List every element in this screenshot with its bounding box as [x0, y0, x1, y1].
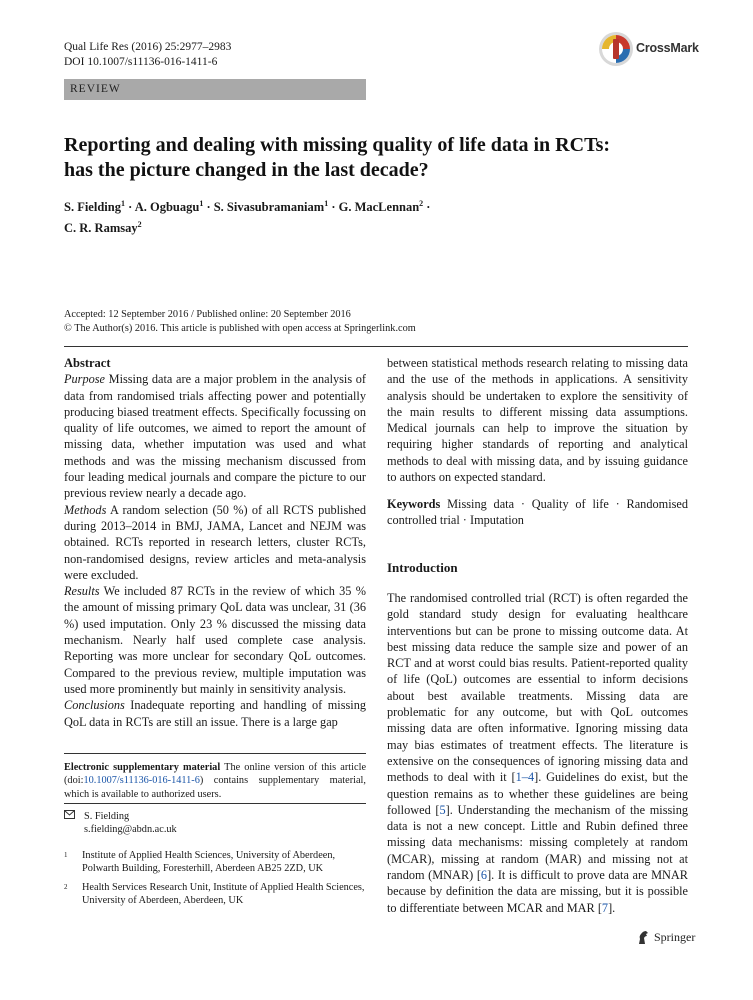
divider [64, 346, 688, 347]
keywords: Keywords Missing data · Quality of life · Randomised controlled trial · Imputation [387, 497, 688, 528]
affiliation-1: 1 Institute of Applied Health Sciences, University of Aberdeen, Polwarth Building, Foresterhill, Aberdeen AB25 2ZD, UK [64, 850, 336, 875]
abstract-conclusions: Conclusions Inadequate reporting and handling of missing QoL data in RCTs are still an issue. There is a large gap [64, 698, 366, 729]
section-label: REVIEW [64, 79, 366, 100]
author-link[interactable]: S. Fielding$^1$ [64, 199, 125, 215]
doi-line: DOI 10.1007/s11136-016-1411-6 [64, 56, 218, 68]
author-link[interactable]: S. Sivasubramaniam$^1$ [213, 199, 329, 215]
introduction-body: The randomised controlled trial (RCT) is often regarded the gold standard study design for evaluating healthcare interventions but can be prone to missing outcome data. At best missing data reduce the sample size and power of an RCT and at worst could bias results. Patient-reported quality of life (QoL) outcomes are essential to inform decisions about best available treatments. Missing data are problematic for any outcome, but with QoL outcomes missing data are often informative. Ignoring missing data may bias estimates of treatment effects. The literature is extensive on the consequences of ignoring missing data and methods to deal with it [1–4]. Guidelines do exist, but the question remains as to whether these guidelines are being followed [5]. Understanding the mechanism of the missing data is not a new concept. Little and Rubin defined three missing data mechanisms: missing completely at random (MCAR), missing at random (MAR) and missing not at random (MNAR) [6]. It is difficult to prove data are MNAR because by definition the data are missing, but it is possible to differentiate between MCAR and MAR [7]. [387, 591, 688, 915]
article-title: Reporting and dealing with missing quality of life data in RCTs: has the picture changed in the last decade? [64, 134, 611, 181]
citation-link[interactable]: 7 [601, 900, 609, 915]
abstract-continuation: between statistical methods research relating to missing data and the use of the methods in applications. A sensitivity analysis should be undertaken to explore the sensitivity of the main results to different missing data assumptions. Medical journals can help to improve the situation by requiring higher standards of reporting and analytical methods to deal with missing data, and by issuing guidance to authors on expected standard. [387, 356, 688, 485]
esm-note: Electronic supplementary material The online version of this article (doi:10.1007/s11136-016-1411-6) contains supplementary material, which is available to authorized users. [64, 762, 367, 800]
author-link[interactable]: G. MacLennan$^2$ [338, 199, 424, 215]
contact-email[interactable]: s.fielding@abdn.ac.uk [84, 824, 177, 836]
journal-citation: Qual Life Res (2016) 25:2977–2983 [64, 41, 232, 53]
citation-link[interactable]: 1–4 [515, 770, 535, 785]
footnote-divider [64, 753, 366, 754]
crossmark-badge[interactable] [598, 31, 698, 67]
citation-link[interactable]: 6 [480, 868, 488, 883]
crossmark-label: CrossMark [636, 41, 699, 55]
abstract-purpose: Purpose Missing data are a major problem in the analysis of data from randomised trials affecting power and potentially producing biased treatment effects. Specifically focussing on quality of life outcomes, we aimed to report the amount of missing data, whether imputation was used and what methods and was the missing mechanism discussed from four leading medical journals and compare the picture to our previous review nearly a decade ago. [64, 372, 366, 501]
contact-name: S. Fielding [84, 811, 130, 822]
abstract-heading: Abstract [64, 356, 111, 370]
footnote-divider [64, 803, 366, 804]
abstract-results: Results We included 87 RCTs in the review of which 35 % the amount of missing primary QoL data was unclear, 31 (36 %) used imputation. Only 23 % discussed the missing data mechanism. Nearly half used complete case analysis. Reporting was more unclear for secondary QoL outcomes. Compared to the previous review, multiple imputation was used more prominently but mainly in sensitivity analysis. [64, 584, 366, 696]
author-list: S. Fielding$^1$ · A. Ogbuagu$^1$ · S. Sivasubramaniam$^1$ · G. MacLennan$^2$ · C. R. Ramsay$^2$ [64, 199, 431, 236]
citation-link[interactable]: 5 [439, 802, 446, 817]
accepted-date: Accepted: 12 September 2016 / Published online: 20 September 2016 [64, 309, 351, 320]
abstract [64, 355, 366, 730]
crossmark-icon [598, 31, 634, 67]
esm-doi-link[interactable]: 10.1007/s11136-016-1411-6 [83, 775, 200, 787]
affiliation-2: 2 Health Services Research Unit, Institute of Applied Health Sciences, University of Aberdeen, Aberdeen, UK [64, 882, 365, 907]
introduction-heading: Introduction [387, 560, 458, 575]
author-link[interactable]: C. R. Ramsay$^2$ [64, 220, 142, 236]
copyright-line: © The Author(s) 2016. This article is published with open access at Springerlink.com [64, 322, 416, 334]
abstract-methods: Methods A random selection (50 %) of all RCTS published during 2013–2014 in BMJ, JAMA, Lancet and NEJM was obtained. RCTs reported in research letters, cluster RCTs, non-randomised designs, review articles and meta-analysis were excluded. [64, 502, 366, 582]
publication-meta [64, 308, 416, 335]
publisher-logo [637, 930, 695, 945]
contact-block [64, 810, 366, 837]
author-link[interactable]: A. Ogbuagu$^1$ [134, 199, 204, 215]
publisher-name: Springer [654, 930, 696, 944]
springer-horse-icon [637, 930, 650, 945]
envelope-icon [64, 810, 76, 837]
